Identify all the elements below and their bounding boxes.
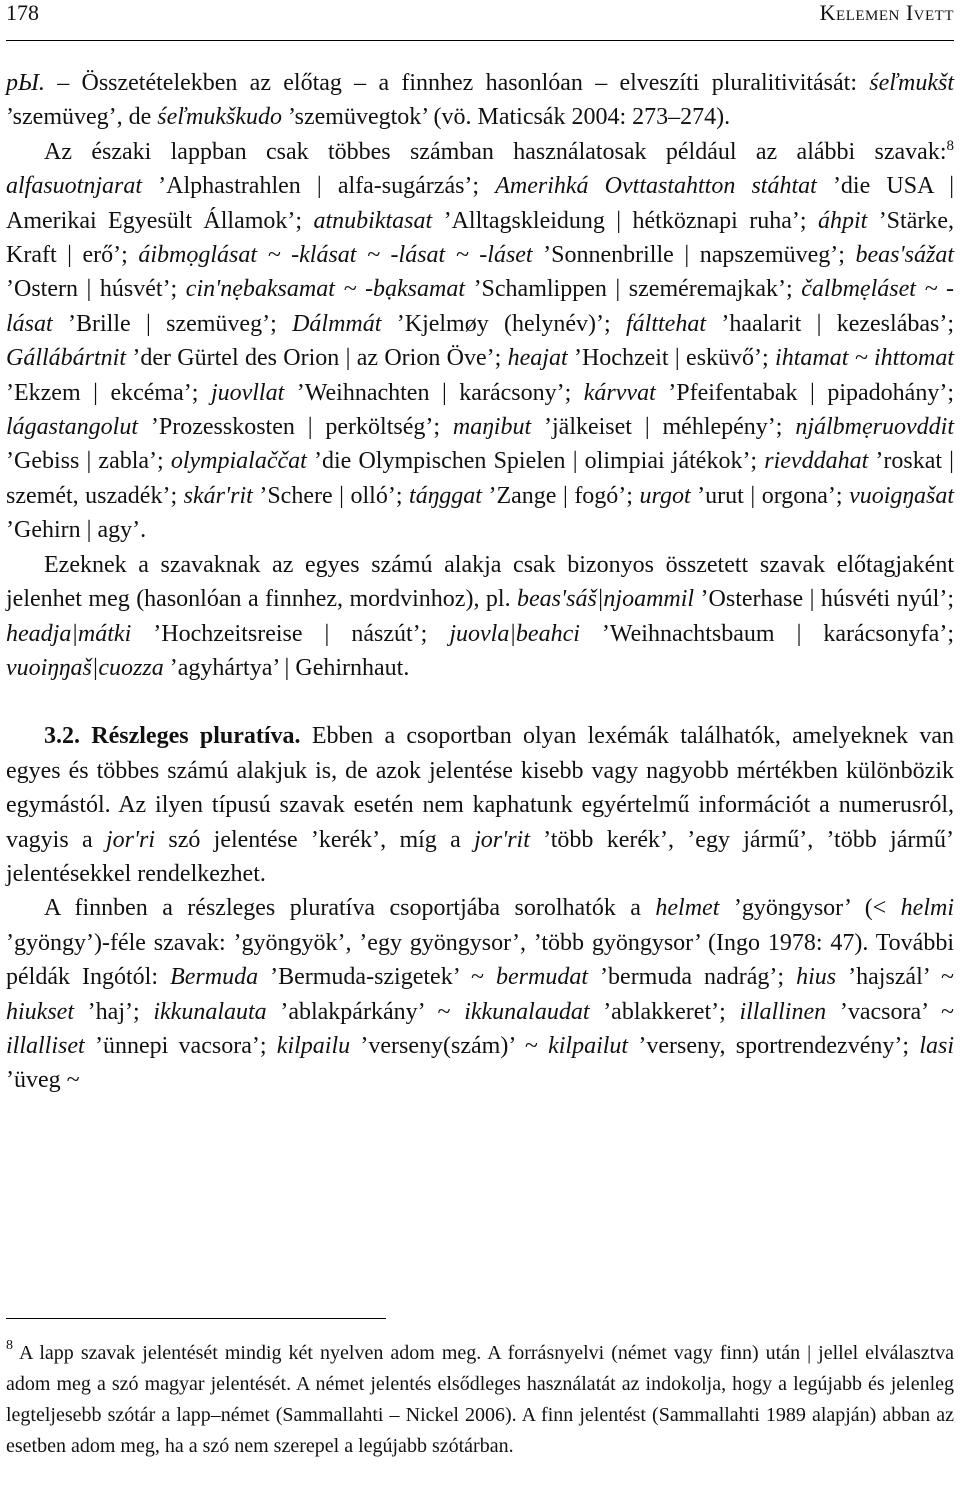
text-run: ’gyöngysor’ (< <box>719 895 901 922</box>
footnote-text <box>6 1338 954 1462</box>
text-run: ’Osterhase | húsvéti nyúl’; <box>694 586 954 613</box>
lapp-word: áhpit <box>817 207 868 234</box>
text-run: ’Gebiss | zabla’; <box>6 448 171 475</box>
text-run: ’Ostern | húsvét’; <box>6 276 186 303</box>
text-run: ’Schere | olló’; <box>252 482 410 509</box>
text-run: ’vacsora’ ~ <box>826 998 954 1025</box>
header-rule <box>6 40 954 41</box>
text-run: ’die Olympischen Spielen | olimpiai játékok’; <box>306 448 765 475</box>
lapp-word: vuoigŋašat <box>849 482 955 509</box>
text-run: ’haj’; <box>73 998 154 1025</box>
text-run: – Összetételekben az előtag – a finnhez hasonlóan – elveszíti pluralitivitását: <box>44 70 870 96</box>
text-run: Ebben a csoportban olyan lexémák találhatók, amelyeknek van egyes és többes számú alakjuk is, de azok jelentése kisebb vagy nagyobb mértékben különbözik egymástól. Az ilyen típusú szavak esetén nem kaphatunk egyértelmű információt a numerusról, vagyis a <box>6 723 955 853</box>
text-run: ’szemüvegtok’ (vö. Maticsák 2004: 273–274). <box>281 104 731 131</box>
section-heading: 3.2. Részleges pluratíva. <box>44 723 301 750</box>
lapp-word: Dálmmát <box>292 310 382 337</box>
lapp-word: kilpailut <box>548 1032 629 1059</box>
text-run: ’Hochzeit | esküvő’; <box>567 345 776 372</box>
lapp-word: áibmọglásat ~ -klásat ~ -lásat ~ -láset <box>138 242 533 269</box>
footnote-ref: 8 <box>946 137 954 154</box>
lapp-word: beas'sážat <box>855 242 954 269</box>
lapp-word: heajat <box>507 345 568 372</box>
footnote-body: A lapp szavak jelentését mindig két nyelven adom meg. A forrásnyelvi (német vagy finn) után | jellel elválasztva adom meg a szó magyar jelentését. A német jelentés elsődleges használatát az indokolja, hogy a legújabb és jelenleg legteljesebb szótár a lapp–német (Sammallahti – Nickel 2006). A finn jelentést (Sammallahti 1989 alapján) abban az esetben adom meg, ha a szó nem szerepel a legújabb szótárban. <box>6 1342 954 1457</box>
lapp-word: čalbmẹláset ~ -lásat <box>6 276 954 337</box>
footnote <box>6 1338 954 1462</box>
text-run: ’Sonnenbrille | napszemüveg’; <box>532 242 856 269</box>
text-run: ’Weihnachtsbaum | karácsonyfa’; <box>579 620 954 647</box>
paragraph-3 <box>6 548 954 686</box>
text-run: ’die USA | Amerikai Egyesült Államok’; <box>6 173 955 234</box>
text-run: ’ünnepi vacsora’; <box>84 1032 277 1059</box>
text-run: ’több kerék’, ’egy jármű’, ’több jármű’ jelentésekkel rendelkezhet. <box>6 826 954 887</box>
text-run: ’verseny, sportrendezvény’; <box>628 1032 920 1059</box>
text-run: ’ablakkeret’; <box>589 998 740 1025</box>
lapp-word: kárvvat <box>583 379 656 406</box>
text-run: ’Stärke, Kraft | erő’; <box>6 207 954 269</box>
page-number: 178 <box>6 0 39 25</box>
lapp-word: juovla|beahci <box>449 620 580 647</box>
text-run: ’Brille | szemüveg’; <box>52 310 293 337</box>
paragraph-1 <box>6 66 954 135</box>
lapp-word: Amerihká Ovttastahtton stáhtat <box>495 173 817 200</box>
lapp-word: kilpailu <box>276 1032 351 1059</box>
lapp-word: lasi <box>919 1032 954 1059</box>
text-run: ’Bermuda-szigetek’ ~ <box>258 964 496 991</box>
lapp-word: fálttehat <box>626 310 706 337</box>
text-run: ’Hochzeitsreise | nászút’; <box>131 620 450 647</box>
text-run: ’gyöngy’)-féle szavak: ’gyöngyök’, ’egy gyöngysor’, ’több gyöngysor’ (Ingo 1978: 47). További példák Ingótól: <box>6 929 954 991</box>
lapp-word: śeľmukšt <box>869 70 954 96</box>
lapp-word: lágastangolut <box>6 414 139 441</box>
text-run: Ezeknek a szavaknak az egyes számú alakja csak bizonyos összetett szavak előtagjaként jelenhet meg (hasonlóan a finnhez, mordvinhoz), pl. <box>6 551 954 613</box>
lapp-word: maŋibut <box>452 414 532 441</box>
footnote-marker: 8 <box>6 1338 13 1353</box>
text-run: ’Weihnachten | karácsony’; <box>284 379 584 406</box>
text-run: ’Prozesskosten | perköltség’; <box>138 414 453 441</box>
text-run: ’Alltagskleidung | hétköznapi ruha’; <box>432 207 818 234</box>
text-run: ’üveg ~ <box>6 1067 80 1094</box>
lapp-word: bermudat <box>496 964 588 991</box>
text-run: ’Gehirn | agy’. <box>6 517 147 544</box>
text-run: ’Kjelmøy (helynév)’; <box>381 310 626 337</box>
running-head-author: Kelemen Ivett <box>819 0 954 25</box>
lapp-word: urgot <box>639 482 691 509</box>
text-run: ’Ekzem | ekcéma’; <box>6 379 211 406</box>
section-paragraph-3-2 <box>6 719 954 891</box>
lapp-word: njálbmẹruovddit <box>795 414 954 441</box>
paragraph-2 <box>6 135 954 548</box>
text-run: Az északi lappban csak többes számban használatosak például az alábbi szavak: <box>44 138 947 165</box>
text-run: ’verseny(szám)’ ~ <box>350 1032 549 1059</box>
text-run: ’Alphastrahlen | alfa-sugárzás’; <box>142 173 496 200</box>
text-run: ’szemüveg’, de <box>6 104 158 131</box>
lapp-word: olympialaččat <box>170 448 307 475</box>
text-run: ’der Gürtel des Orion | az Orion Öve’; <box>126 345 508 372</box>
lapp-word: hiukset <box>6 998 74 1025</box>
lapp-word: рЫ. <box>6 70 45 96</box>
text-run: ’Pfeifentabak | pipadohány’; <box>655 379 954 406</box>
lapp-word: táŋggat <box>409 482 482 509</box>
lapp-word: jor'ri <box>105 826 156 853</box>
lapp-word: juovllat <box>210 379 285 406</box>
lapp-word: illalliset <box>6 1032 85 1059</box>
text-run: ’agyhártya’ | Gehirnhaut. <box>163 654 410 681</box>
text-run: ’ablakpárkány’ ~ <box>266 998 465 1025</box>
lapp-word: ihtamat ~ ihttomat <box>775 345 955 372</box>
lapp-word: hius <box>796 964 837 991</box>
lapp-word: cin'nẹbaksamat ~ -bạksamat <box>185 276 465 303</box>
text-run: A finnben a részleges pluratíva csoportjába sorolhatók a <box>44 895 656 922</box>
text-run: ’Zange | fogó’; <box>481 482 640 509</box>
text-run: ’haalarit | kezeslábas’; <box>706 310 954 337</box>
lapp-word: illallinen <box>739 998 827 1025</box>
text-run: szó jelentése ’kerék’, míg a <box>155 826 475 853</box>
lapp-word: Gállábártnit <box>6 345 127 372</box>
lapp-word: śeľmukškudo <box>157 104 282 131</box>
lapp-word: atnubiktasat <box>313 207 433 234</box>
lapp-word: rievddahat <box>764 448 869 475</box>
lapp-word: Bermuda <box>170 964 259 991</box>
lapp-word: ikkunalauta <box>153 998 267 1025</box>
lapp-word: beas'sáš|njoammil <box>517 586 695 613</box>
text-run: ’urut | orgona’; <box>690 482 850 509</box>
lapp-word: alfasuotnjarat <box>6 173 143 200</box>
body-text <box>6 66 954 1098</box>
lapp-word: headja|mátki <box>6 620 132 647</box>
text-run: ’hajszál’ ~ <box>836 964 954 991</box>
lapp-word: jor'rit <box>474 826 530 853</box>
footnote-rule <box>6 1318 386 1319</box>
paragraph-5 <box>6 891 954 1097</box>
text-run: ’jälkeiset | méhlepény’; <box>531 414 796 441</box>
text-run: ’roskat | szemét, uszadék’; <box>6 448 954 509</box>
lapp-word: skár'rit <box>183 482 253 509</box>
text-run: ’Schamlippen | szeméremajkak’; <box>465 276 802 303</box>
lapp-word: helmet <box>655 895 720 922</box>
lapp-word: helmi <box>900 895 954 922</box>
text-run: ’bermuda nadrág’; <box>588 964 797 991</box>
lapp-word: vuoiŋŋaš|cuozza <box>6 654 164 681</box>
lapp-word: ikkunalaudat <box>464 998 590 1025</box>
running-header <box>6 0 954 28</box>
